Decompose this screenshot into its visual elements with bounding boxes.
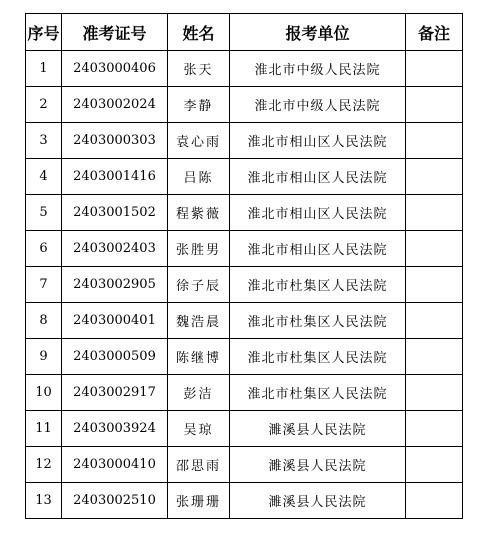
cell-name: 邵思雨 bbox=[168, 447, 230, 483]
cell-note bbox=[406, 483, 463, 519]
cell-name: 吕陈 bbox=[168, 159, 230, 195]
cell-unit: 淮北市相山区人民法院 bbox=[230, 195, 406, 231]
cell-unit: 淮北市相山区人民法院 bbox=[230, 123, 406, 159]
cell-name: 张珊珊 bbox=[168, 483, 230, 519]
cell-serial-number: 4 bbox=[26, 159, 62, 195]
table-row bbox=[26, 231, 463, 267]
cell-exam-id: 2403000303 bbox=[62, 123, 168, 159]
cell-name: 张胜男 bbox=[168, 231, 230, 267]
cell-note bbox=[406, 411, 463, 447]
table-row bbox=[26, 339, 463, 375]
cell-unit: 濉溪县人民法院 bbox=[230, 447, 406, 483]
cell-unit: 淮北市相山区人民法院 bbox=[230, 159, 406, 195]
cell-unit: 濉溪县人民法院 bbox=[230, 483, 406, 519]
table-row bbox=[26, 447, 463, 483]
cell-exam-id: 2403000401 bbox=[62, 303, 168, 339]
table-row bbox=[26, 123, 463, 159]
cell-unit: 淮北市杜集区人民法院 bbox=[230, 303, 406, 339]
cell-exam-id: 2403001502 bbox=[62, 195, 168, 231]
cell-name: 吴琼 bbox=[168, 411, 230, 447]
cell-note bbox=[406, 195, 463, 231]
cell-note bbox=[406, 375, 463, 411]
cell-exam-id: 2403003924 bbox=[62, 411, 168, 447]
cell-note bbox=[406, 51, 463, 87]
cell-serial-number: 9 bbox=[26, 339, 62, 375]
header-serial-number: 序号 bbox=[26, 14, 62, 51]
cell-serial-number: 10 bbox=[26, 375, 62, 411]
cell-serial-number: 8 bbox=[26, 303, 62, 339]
header-note: 备注 bbox=[406, 14, 463, 51]
header-exam-id: 准考证号 bbox=[62, 14, 168, 51]
cell-unit: 淮北市相山区人民法院 bbox=[230, 231, 406, 267]
cell-serial-number: 2 bbox=[26, 87, 62, 123]
cell-name: 张天 bbox=[168, 51, 230, 87]
cell-name: 陈继博 bbox=[168, 339, 230, 375]
table-body bbox=[26, 51, 463, 519]
cell-serial-number: 1 bbox=[26, 51, 62, 87]
cell-serial-number: 12 bbox=[26, 447, 62, 483]
candidate-table bbox=[25, 13, 463, 519]
cell-note bbox=[406, 123, 463, 159]
table-row bbox=[26, 195, 463, 231]
cell-exam-id: 2403000410 bbox=[62, 447, 168, 483]
cell-note bbox=[406, 267, 463, 303]
cell-note bbox=[406, 447, 463, 483]
cell-name: 魏浩晨 bbox=[168, 303, 230, 339]
cell-serial-number: 7 bbox=[26, 267, 62, 303]
cell-exam-id: 2403001416 bbox=[62, 159, 168, 195]
cell-note bbox=[406, 231, 463, 267]
cell-name: 李静 bbox=[168, 87, 230, 123]
cell-unit: 淮北市杜集区人民法院 bbox=[230, 339, 406, 375]
table-row bbox=[26, 411, 463, 447]
cell-exam-id: 2403002024 bbox=[62, 87, 168, 123]
table-row bbox=[26, 303, 463, 339]
header-unit: 报考单位 bbox=[230, 14, 406, 51]
cell-exam-id: 2403002905 bbox=[62, 267, 168, 303]
cell-serial-number: 5 bbox=[26, 195, 62, 231]
cell-note bbox=[406, 303, 463, 339]
table-header bbox=[26, 14, 463, 51]
cell-note bbox=[406, 159, 463, 195]
table-row bbox=[26, 483, 463, 519]
cell-exam-id: 2403000509 bbox=[62, 339, 168, 375]
cell-unit: 淮北市中级人民法院 bbox=[230, 87, 406, 123]
cell-exam-id: 2403002510 bbox=[62, 483, 168, 519]
cell-name: 袁心雨 bbox=[168, 123, 230, 159]
cell-unit: 淮北市杜集区人民法院 bbox=[230, 267, 406, 303]
cell-note bbox=[406, 87, 463, 123]
table-row bbox=[26, 51, 463, 87]
cell-unit: 濉溪县人民法院 bbox=[230, 411, 406, 447]
cell-serial-number: 6 bbox=[26, 231, 62, 267]
cell-exam-id: 2403002917 bbox=[62, 375, 168, 411]
table-row bbox=[26, 87, 463, 123]
header-name: 姓名 bbox=[168, 14, 230, 51]
cell-note bbox=[406, 339, 463, 375]
cell-name: 程紫薇 bbox=[168, 195, 230, 231]
table-row bbox=[26, 375, 463, 411]
cell-name: 彭洁 bbox=[168, 375, 230, 411]
cell-unit: 淮北市杜集区人民法院 bbox=[230, 375, 406, 411]
cell-unit: 淮北市中级人民法院 bbox=[230, 51, 406, 87]
header-row bbox=[26, 14, 463, 51]
table-row bbox=[26, 267, 463, 303]
cell-name: 徐子辰 bbox=[168, 267, 230, 303]
cell-serial-number: 13 bbox=[26, 483, 62, 519]
cell-serial-number: 3 bbox=[26, 123, 62, 159]
cell-exam-id: 2403000406 bbox=[62, 51, 168, 87]
cell-serial-number: 11 bbox=[26, 411, 62, 447]
table-row bbox=[26, 159, 463, 195]
cell-exam-id: 2403002403 bbox=[62, 231, 168, 267]
